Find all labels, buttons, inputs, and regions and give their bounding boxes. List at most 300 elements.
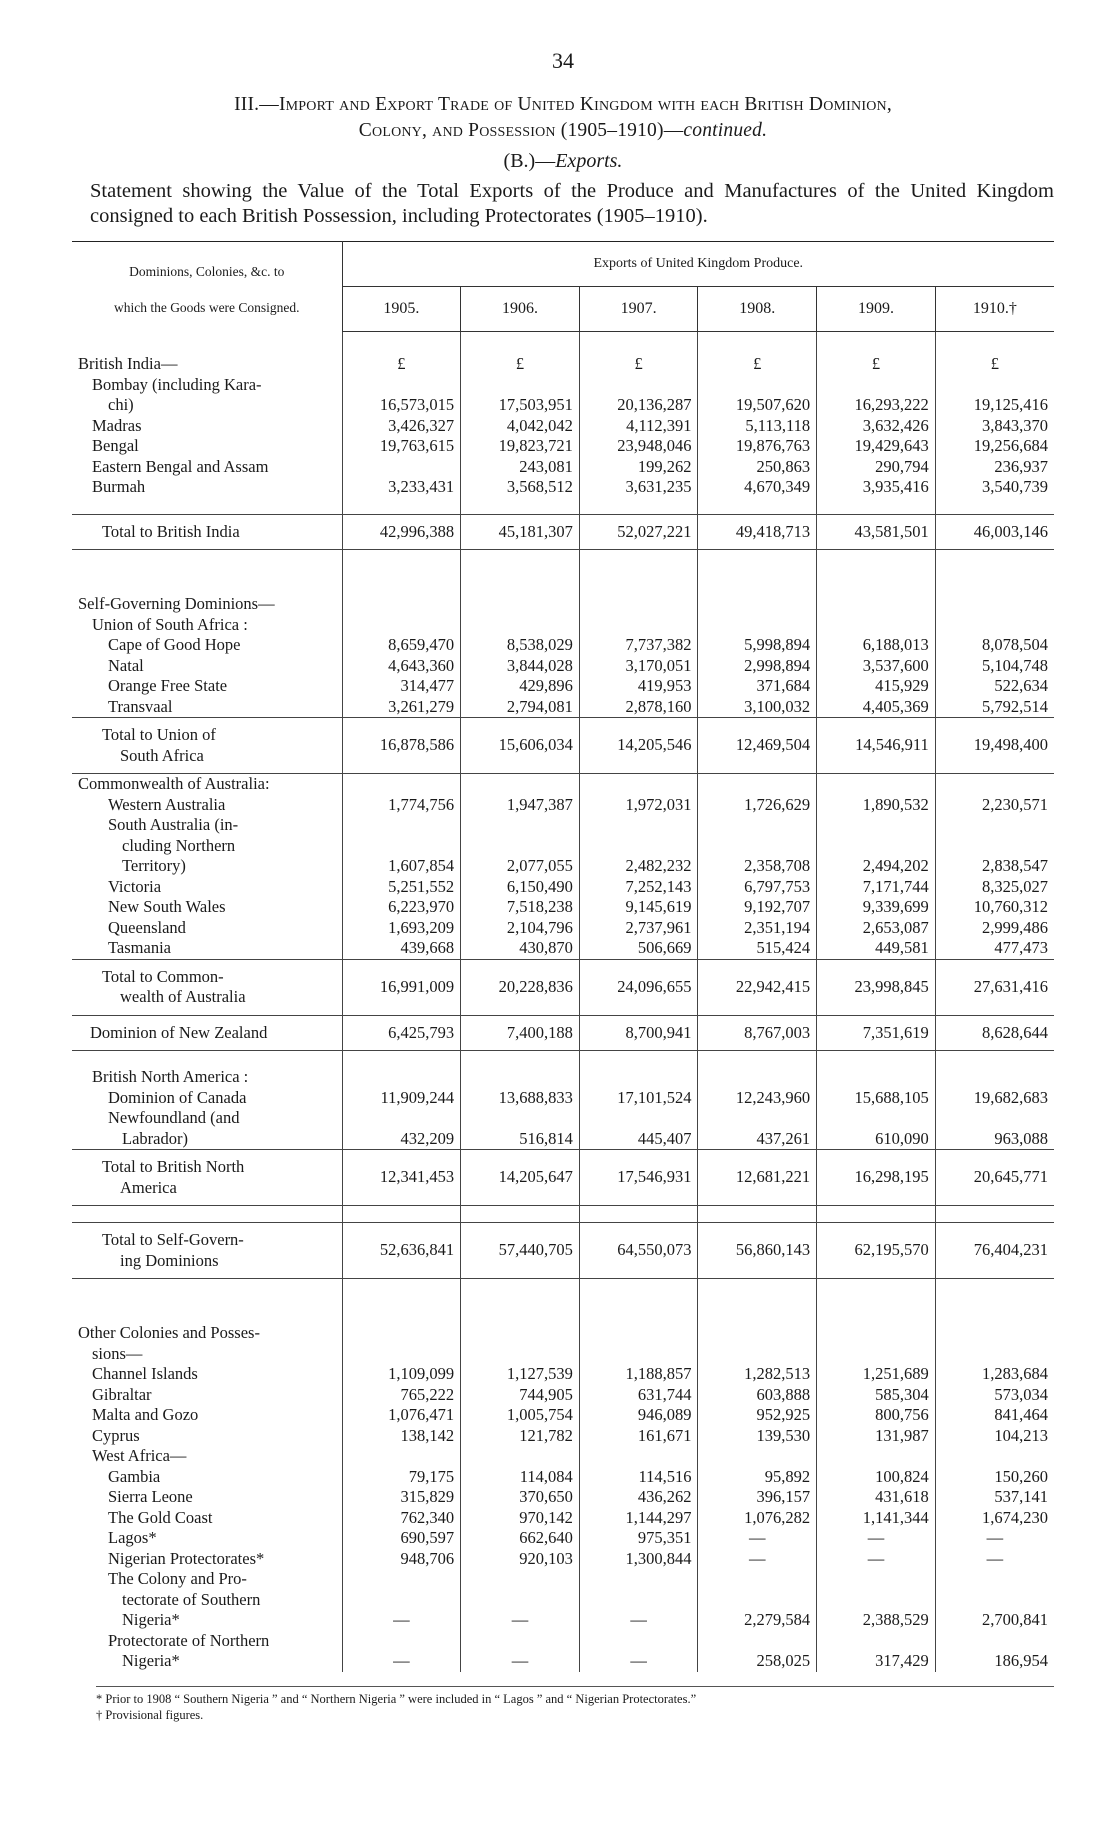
total-row (72, 1150, 1054, 1206)
cell-value: 2,838,547 (935, 856, 1054, 877)
table-row (72, 697, 1054, 718)
cell-value: 449,581 (817, 938, 936, 959)
total-value: 16,878,586 (342, 718, 461, 774)
cell-value: 9,145,619 (579, 897, 698, 918)
row-label: The Gold Coast (72, 1508, 342, 1529)
cell-value: 516,814 (461, 1129, 580, 1150)
cell-value: 4,643,360 (342, 656, 461, 677)
cell-value: 522,634 (935, 676, 1054, 697)
cell-value: 610,090 (817, 1129, 936, 1150)
cell-value: 963,088 (935, 1129, 1054, 1150)
total-value: 16,298,195 (817, 1150, 936, 1206)
table-row (72, 594, 1054, 615)
cell-value: 1,674,230 (935, 1508, 1054, 1529)
cell-value: 20,136,287 (579, 395, 698, 416)
cell-value: 8,325,027 (935, 877, 1054, 898)
total-value: 16,991,009 (342, 959, 461, 1015)
row-label-new-zealand: Dominion of New Zealand (72, 1015, 342, 1051)
unit-symbol: £ (461, 332, 580, 375)
cell-value: 1,282,513 (698, 1364, 817, 1385)
cell-value: 920,103 (461, 1549, 580, 1570)
cell-value: 1,693,209 (342, 918, 461, 939)
total-value: 8,767,003 (698, 1015, 817, 1051)
subtitle-italic: Exports. (555, 150, 623, 172)
total-value: 62,195,570 (817, 1223, 936, 1279)
cell-value: 946,089 (579, 1405, 698, 1426)
table-row (72, 1569, 1054, 1590)
statement: Statement showing the Value of the Total Exports of the Produce and Manufactures of the United Kingdom consigned to each British Possession, including Protectorates (1905–1910). (90, 180, 1054, 227)
cell-value: 1,076,471 (342, 1405, 461, 1426)
total-row (72, 959, 1054, 1015)
cell-value: 3,537,600 (817, 656, 936, 677)
total-value: 8,628,644 (935, 1015, 1054, 1051)
cell-value: 3,233,431 (342, 477, 461, 498)
column-header-dominions (72, 242, 342, 332)
cell-value: 17,101,524 (579, 1088, 698, 1109)
table-row (72, 477, 1054, 498)
total-value: 76,404,231 (935, 1223, 1054, 1279)
row-label-cont: cluding Northern (72, 836, 342, 857)
table-row (72, 938, 1054, 959)
total-value: 23,998,845 (817, 959, 936, 1015)
total-value: 14,546,911 (817, 718, 936, 774)
cell-value: 2,230,571 (935, 795, 1054, 816)
cell-value: 8,538,029 (461, 635, 580, 656)
cell-value: 477,473 (935, 938, 1054, 959)
cell-value: 121,782 (461, 1426, 580, 1447)
title-line-2 (72, 118, 1054, 144)
cell-value: — (579, 1651, 698, 1672)
total-label-line1: Total to Common- (102, 966, 224, 986)
cell-value: 2,794,081 (461, 697, 580, 718)
table-row (72, 1108, 1054, 1129)
subsection-heading: British North America : (72, 1067, 342, 1088)
year-header: 1909. (817, 287, 936, 332)
row-label: Queensland (72, 918, 342, 939)
cell-value: 1,890,532 (817, 795, 936, 816)
total-value: 7,351,619 (817, 1015, 936, 1051)
cell-value: 6,188,013 (817, 635, 936, 656)
footnotes (96, 1686, 1054, 1723)
total-value: 15,606,034 (461, 718, 580, 774)
table-row (72, 436, 1054, 457)
cell-value: 4,405,369 (817, 697, 936, 718)
cell-value: — (461, 1610, 580, 1631)
cell-value: 445,407 (579, 1129, 698, 1150)
row-label: Gibraltar (72, 1385, 342, 1406)
cell-value: 10,760,312 (935, 897, 1054, 918)
total-label (72, 1223, 342, 1279)
cell-value: 371,684 (698, 676, 817, 697)
row-label: Dominion of Canada (72, 1088, 342, 1109)
total-value: 12,341,453 (342, 1150, 461, 1206)
subsection-heading: Commonwealth of Australia: (72, 774, 342, 795)
section-heading: Other Colonies and Posses- (72, 1323, 342, 1344)
table-row (72, 1549, 1054, 1570)
cell-value: 2,358,708 (698, 856, 817, 877)
cell-value: 429,896 (461, 676, 580, 697)
cell-value: 4,112,391 (579, 416, 698, 437)
total-value: 20,228,836 (461, 959, 580, 1015)
section-heading-cont: sions— (72, 1344, 342, 1365)
cell-value: 5,104,748 (935, 656, 1054, 677)
row-label: Cape of Good Hope (72, 635, 342, 656)
cell-value: 2,998,894 (698, 656, 817, 677)
row-label: Madras (72, 416, 342, 437)
year-header: 1908. (698, 287, 817, 332)
total-value: 45,181,307 (461, 514, 580, 550)
section-heading: British India— (72, 332, 342, 375)
cell-value: 3,843,370 (935, 416, 1054, 437)
row-label: Newfoundland (and (72, 1108, 342, 1129)
total-value: 7,400,188 (461, 1015, 580, 1051)
table-row (72, 375, 1054, 396)
cell-value: 79,175 (342, 1467, 461, 1488)
cell-value: 161,671 (579, 1426, 698, 1447)
cell-value: 2,999,486 (935, 918, 1054, 939)
cell-value: 8,078,504 (935, 635, 1054, 656)
table-row (72, 1344, 1054, 1365)
total-value: 24,096,655 (579, 959, 698, 1015)
title-line-2-text: Colony, and Possession (1905–1910)— (358, 120, 684, 141)
cell-value: 315,829 (342, 1487, 461, 1508)
total-label (72, 959, 342, 1015)
row-label (72, 395, 342, 416)
table-row (72, 656, 1054, 677)
cell-value: 762,340 (342, 1508, 461, 1529)
row-label-cont: Nigeria* (72, 1610, 342, 1631)
cell-value: 114,084 (461, 1467, 580, 1488)
cell-value: 250,863 (698, 457, 817, 478)
cell-value: 9,192,707 (698, 897, 817, 918)
table-row (72, 1487, 1054, 1508)
table-body (72, 332, 1054, 1672)
table-row (72, 1651, 1054, 1672)
cell-value: 948,706 (342, 1549, 461, 1570)
cell-value: — (935, 1549, 1054, 1570)
cell-value: 131,987 (817, 1426, 936, 1447)
row-label-cont: chi) (108, 395, 134, 414)
cell-value: — (579, 1610, 698, 1631)
row-label: Bombay (including Kara- (72, 375, 342, 396)
row-label: Burmah (72, 477, 342, 498)
cell-value: 19,256,684 (935, 436, 1054, 457)
cell-value: 3,631,235 (579, 477, 698, 498)
row-label: Orange Free State (72, 676, 342, 697)
table-row (72, 1364, 1054, 1385)
table-row (72, 1405, 1054, 1426)
total-label-line2: South Africa (120, 745, 204, 765)
cell-value: 573,034 (935, 1385, 1054, 1406)
cell-value: 970,142 (461, 1508, 580, 1529)
total-row (72, 1015, 1054, 1051)
cell-value: 515,424 (698, 938, 817, 959)
cell-value: 370,650 (461, 1487, 580, 1508)
cell-value: 430,870 (461, 938, 580, 959)
cell-value: 199,262 (579, 457, 698, 478)
year-header: 1905. (342, 287, 461, 332)
table-row (72, 676, 1054, 697)
cell-value: 2,878,160 (579, 697, 698, 718)
cell-value: 631,744 (579, 1385, 698, 1406)
cell-value: 19,682,683 (935, 1088, 1054, 1109)
cell-value: 1,947,387 (461, 795, 580, 816)
cell-value: 19,125,416 (935, 395, 1054, 416)
table-row (72, 774, 1054, 795)
total-value: 17,546,931 (579, 1150, 698, 1206)
column-header-dominions-line1: Dominions, Colonies, &c. to (129, 263, 285, 279)
total-value: 12,469,504 (698, 718, 817, 774)
cell-value: — (935, 1528, 1054, 1549)
cell-value: — (817, 1549, 936, 1570)
cell-value: 1,251,689 (817, 1364, 936, 1385)
table-row (72, 457, 1054, 478)
footnote-star: * Prior to 1908 “ Southern Nigeria ” and “ Northern Nigeria ” were included in “ Lagos ” and “ Nigerian Protectorates.” (96, 1691, 697, 1706)
cell-value: 19,763,615 (342, 436, 461, 457)
cell-value: 236,937 (935, 457, 1054, 478)
cell-value: 100,824 (817, 1467, 936, 1488)
cell-value: 7,252,143 (579, 877, 698, 898)
total-label-line1: Total to British North (102, 1157, 245, 1176)
cell-value: 3,100,032 (698, 697, 817, 718)
total-value: 12,681,221 (698, 1150, 817, 1206)
subtitle-prefix: (B.)— (503, 150, 556, 172)
cell-value: 800,756 (817, 1405, 936, 1426)
cell-value: 690,597 (342, 1528, 461, 1549)
total-row (72, 514, 1054, 550)
total-label-line2: wealth of Australia (120, 987, 246, 1006)
cell-value: — (342, 1651, 461, 1672)
title-line-1: III.—Import and Export Trade of United Kingdom with each British Dominion, (234, 94, 892, 115)
row-label: Nigerian Protectorates* (72, 1549, 342, 1570)
cell-value: 290,794 (817, 457, 936, 478)
row-label: Sierra Leone (72, 1487, 342, 1508)
cell-value: 19,823,721 (461, 436, 580, 457)
cell-value: 7,518,238 (461, 897, 580, 918)
table-row (72, 1129, 1054, 1150)
cell-value: 2,351,194 (698, 918, 817, 939)
cell-value: 1,144,297 (579, 1508, 698, 1529)
total-value: 8,700,941 (579, 1015, 698, 1051)
cell-value: 3,632,426 (817, 416, 936, 437)
cell-value: 2,737,961 (579, 918, 698, 939)
column-group-header: Exports of United Kingdom Produce. (342, 242, 1054, 287)
page-title (72, 92, 1054, 144)
cell-value: 4,042,042 (461, 416, 580, 437)
cell-value: 439,668 (342, 938, 461, 959)
total-value: 14,205,647 (461, 1150, 580, 1206)
cell-value: 6,797,753 (698, 877, 817, 898)
table-row (72, 1508, 1054, 1529)
total-label-line2: ing Dominions (120, 1250, 219, 1270)
cell-value: 2,482,232 (579, 856, 698, 877)
unit-symbol: £ (342, 332, 461, 375)
cell-value: — (698, 1528, 817, 1549)
subtitle (72, 150, 1054, 173)
cell-value: 5,792,514 (935, 697, 1054, 718)
table-row (72, 918, 1054, 939)
cell-value: — (817, 1528, 936, 1549)
table-row (72, 1528, 1054, 1549)
cell-value: 11,909,244 (342, 1088, 461, 1109)
row-label: Victoria (72, 877, 342, 898)
cell-value: 7,171,744 (817, 877, 936, 898)
cell-value: 3,568,512 (461, 477, 580, 498)
row-label: Cyprus (72, 1426, 342, 1447)
cell-value: 2,077,055 (461, 856, 580, 877)
row-label: Eastern Bengal and Assam (72, 457, 342, 478)
total-label (72, 1150, 342, 1206)
total-row (72, 1223, 1054, 1279)
row-label: The Colony and Pro- (72, 1569, 342, 1590)
table-row (72, 795, 1054, 816)
title-line-2-italic: continued. (683, 120, 768, 141)
cell-value: 17,503,951 (461, 395, 580, 416)
row-label: Gambia (72, 1467, 342, 1488)
unit-symbol: £ (579, 332, 698, 375)
total-label: Total to British India (72, 514, 342, 550)
total-value: 64,550,073 (579, 1223, 698, 1279)
cell-value: 1,607,854 (342, 856, 461, 877)
cell-value: 5,998,894 (698, 635, 817, 656)
table-row (72, 1467, 1054, 1488)
total-value: 52,027,221 (579, 514, 698, 550)
cell-value: 104,213 (935, 1426, 1054, 1447)
cell-value: 2,653,087 (817, 918, 936, 939)
cell-value: 16,293,222 (817, 395, 936, 416)
cell-value: 5,113,118 (698, 416, 817, 437)
row-label: Malta and Gozo (72, 1405, 342, 1426)
cell-value: 314,477 (342, 676, 461, 697)
unit-symbol: £ (817, 332, 936, 375)
cell-value: 139,530 (698, 1426, 817, 1447)
year-header: 1910.† (935, 287, 1054, 332)
table-row (72, 1446, 1054, 1467)
total-value: 20,645,771 (935, 1150, 1054, 1206)
cell-value: 19,429,643 (817, 436, 936, 457)
cell-value: 952,925 (698, 1405, 817, 1426)
row-label: South Australia (in- (72, 815, 342, 836)
exports-table (72, 241, 1054, 1672)
row-label: Protectorate of Northern (72, 1631, 342, 1652)
cell-value: 243,081 (461, 457, 580, 478)
cell-value: 603,888 (698, 1385, 817, 1406)
total-value: 42,996,388 (342, 514, 461, 550)
cell-value: 1,726,629 (698, 795, 817, 816)
cell-value: 150,260 (935, 1467, 1054, 1488)
cell-value: 138,142 (342, 1426, 461, 1447)
cell-value: 3,935,416 (817, 477, 936, 498)
cell-value: 1,127,539 (461, 1364, 580, 1385)
table-row (72, 615, 1054, 636)
cell-value: 12,243,960 (698, 1088, 817, 1109)
table-row (72, 416, 1054, 437)
total-value: 56,860,143 (698, 1223, 817, 1279)
cell-value: 95,892 (698, 1467, 817, 1488)
table-header (72, 242, 1054, 332)
cell-value: 432,209 (342, 1129, 461, 1150)
cell-value: 186,954 (935, 1651, 1054, 1672)
cell-value: 1,300,844 (579, 1549, 698, 1570)
cell-value: 841,464 (935, 1405, 1054, 1426)
total-value: 52,636,841 (342, 1223, 461, 1279)
total-value: 49,418,713 (698, 514, 817, 550)
cell-value: 3,261,279 (342, 697, 461, 718)
cell-value: 23,948,046 (579, 436, 698, 457)
total-value: 14,205,546 (579, 718, 698, 774)
cell-value: 3,170,051 (579, 656, 698, 677)
total-value: 27,631,416 (935, 959, 1054, 1015)
cell-value: 662,640 (461, 1528, 580, 1549)
total-label-line2: America (120, 1177, 177, 1197)
total-value: 19,498,400 (935, 718, 1054, 774)
cell-value: 419,953 (579, 676, 698, 697)
table-row (72, 897, 1054, 918)
cell-value: — (461, 1651, 580, 1672)
cell-value: 16,573,015 (342, 395, 461, 416)
unit-symbol: £ (935, 332, 1054, 375)
cell-value: 1,076,282 (698, 1508, 817, 1529)
row-label: Western Australia (72, 795, 342, 816)
section-heading: Self-Governing Dominions— (72, 594, 342, 615)
cell-value: 537,141 (935, 1487, 1054, 1508)
subsection-heading: Union of South Africa : (72, 615, 342, 636)
table-row (72, 1323, 1054, 1344)
cell-value: 7,737,382 (579, 635, 698, 656)
table-row (72, 1385, 1054, 1406)
cell-value: 2,388,529 (817, 1610, 936, 1631)
cell-value (342, 457, 461, 478)
year-header: 1906. (461, 287, 580, 332)
table-row (72, 1067, 1054, 1088)
cell-value: 415,929 (817, 676, 936, 697)
cell-value: 4,670,349 (698, 477, 817, 498)
unit-row (72, 332, 1054, 375)
total-label (72, 718, 342, 774)
table-row (72, 877, 1054, 898)
cell-value: 1,188,857 (579, 1364, 698, 1385)
column-header-dominions-line2: which the Goods were Consigned. (113, 299, 300, 315)
row-label: Natal (72, 656, 342, 677)
cell-value: 431,618 (817, 1487, 936, 1508)
cell-value: — (698, 1549, 817, 1570)
cell-value: 765,222 (342, 1385, 461, 1406)
cell-value: 5,251,552 (342, 877, 461, 898)
row-label: New South Wales (72, 897, 342, 918)
cell-value: 2,104,796 (461, 918, 580, 939)
table-row (72, 815, 1054, 836)
row-label-cont: tectorate of Southern (72, 1590, 342, 1611)
cell-value: 317,429 (817, 1651, 936, 1672)
cell-value: 6,223,970 (342, 897, 461, 918)
cell-value: 9,339,699 (817, 897, 936, 918)
total-value: 43,581,501 (817, 514, 936, 550)
table-row (72, 836, 1054, 857)
cell-value: 8,659,470 (342, 635, 461, 656)
row-label: Lagos* (72, 1528, 342, 1549)
year-header: 1907. (579, 287, 698, 332)
page-number: 34 (552, 48, 574, 73)
cell-value: 744,905 (461, 1385, 580, 1406)
table-row (72, 635, 1054, 656)
cell-value: 114,516 (579, 1467, 698, 1488)
total-value: 6,425,793 (342, 1015, 461, 1051)
cell-value: 19,507,620 (698, 395, 817, 416)
row-label-cont: Nigeria* (72, 1651, 342, 1672)
cell-value: 2,494,202 (817, 856, 936, 877)
cell-value: 2,279,584 (698, 1610, 817, 1631)
cell-value: 436,262 (579, 1487, 698, 1508)
